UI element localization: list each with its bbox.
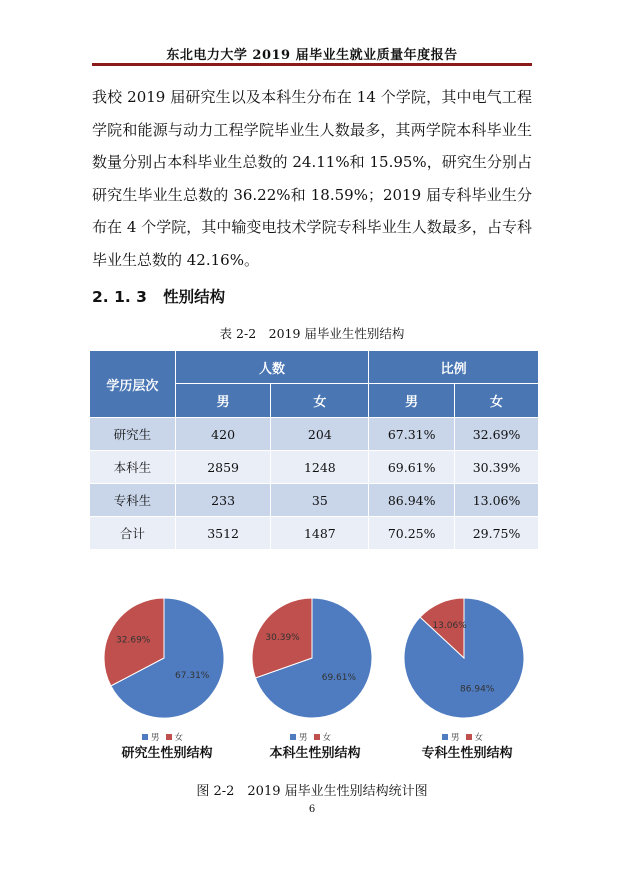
- pie-title-junior-college: 专科生性别结构: [421, 746, 513, 761]
- legend-swatch-male: [442, 734, 448, 740]
- page-number: 6: [308, 804, 316, 815]
- cell-female-count: 1487: [271, 517, 369, 550]
- legend-label-male: 男: [299, 733, 308, 743]
- pie-title-undergraduate: 本科生性别结构: [269, 746, 361, 761]
- cell-male-pct: 67.31%: [369, 418, 455, 451]
- cell-male-count: 3512: [175, 517, 271, 550]
- section-title: 性别结构: [163, 288, 226, 306]
- legend-swatch-female: [166, 734, 172, 740]
- pie-chart-undergraduate: [242, 588, 382, 728]
- pie-label-male: 86.94%: [460, 684, 495, 695]
- intro-paragraph: 我校 2019 届研究生以及本科生分布在 14 个学院，其中电气工程学院和能源与动力工程学院毕业生人数最多，其两学院本科毕业生数量分别占本科毕业生总数的 24.11%和 15.95%，研究生分别占研究生毕业生总数的 36.22%和 18.59%；2019 届专科毕业生分布在 4 个学院，其中输变电技术学院专科毕业生人数最多，占专科毕业生总数的 42.16%。: [92, 88, 532, 269]
- report-header: 东北电力大学 2019 届毕业生就业质量年度报告: [166, 48, 458, 63]
- table-caption: 表 2-2 2019 届毕业生性别结构: [219, 326, 405, 341]
- cell-female-pct: 13.06%: [455, 484, 539, 517]
- header-count-female: 女: [271, 384, 369, 418]
- cell-female-pct: 29.75%: [455, 517, 539, 550]
- cell-male-pct: 70.25%: [369, 517, 455, 550]
- legend-label-female: 女: [322, 733, 332, 743]
- cell-female-pct: 30.39%: [455, 451, 539, 484]
- pie-label-female: 13.06%: [432, 621, 467, 631]
- pie-label-female: 32.69%: [116, 635, 151, 646]
- cell-female-count: 204: [271, 418, 369, 451]
- table-row: [90, 517, 539, 550]
- gender-structure-table: [89, 350, 539, 550]
- cell-male-count: 233: [175, 484, 271, 517]
- legend-swatch-female: [466, 734, 472, 740]
- header-count-group: 人数: [175, 351, 369, 384]
- cell-male-count: 2859: [175, 451, 271, 484]
- cell-level: 研究生: [90, 418, 176, 451]
- table-row: [90, 484, 539, 517]
- header-level: 学历层次: [90, 351, 176, 418]
- legend-label-female: 女: [174, 733, 184, 743]
- pie-label-male: 67.31%: [175, 671, 210, 682]
- cell-male-pct: 69.61%: [369, 451, 455, 484]
- legend-label-female: 女: [474, 733, 484, 743]
- pie-title-graduate: 研究生性别结构: [121, 746, 213, 761]
- table-row: [90, 451, 539, 484]
- legend-swatch-male: [142, 734, 148, 740]
- cell-male-count: 420: [175, 418, 271, 451]
- table-row: [90, 418, 539, 451]
- cell-level: 合计: [90, 517, 176, 550]
- header-rule: [92, 63, 532, 66]
- pie-chart-graduate: [94, 588, 234, 728]
- cell-male-pct: 86.94%: [369, 484, 455, 517]
- pie-chart-junior-college: [394, 588, 534, 728]
- pie-label-female: 30.39%: [265, 633, 300, 644]
- header-ratio-male: 男: [369, 384, 455, 418]
- cell-female-pct: 32.69%: [455, 418, 539, 451]
- section-number: 2. 1. 3: [92, 288, 147, 306]
- header-ratio-group: 比例: [369, 351, 539, 384]
- legend-swatch-male: [290, 734, 296, 740]
- header-count-male: 男: [175, 384, 271, 418]
- section-heading: [92, 285, 225, 307]
- cell-female-count: 1248: [271, 451, 369, 484]
- legend-label-male: 男: [451, 733, 460, 743]
- legend-label-male: 男: [151, 733, 160, 743]
- cell-level: 专科生: [90, 484, 176, 517]
- cell-level: 本科生: [90, 451, 176, 484]
- pie-label-male: 69.61%: [321, 673, 357, 684]
- cell-female-count: 35: [271, 484, 369, 517]
- header-ratio-female: 女: [455, 384, 539, 418]
- legend-swatch-female: [314, 734, 320, 740]
- figure-caption: 图 2-2 2019 届毕业生性别结构统计图: [196, 784, 428, 799]
